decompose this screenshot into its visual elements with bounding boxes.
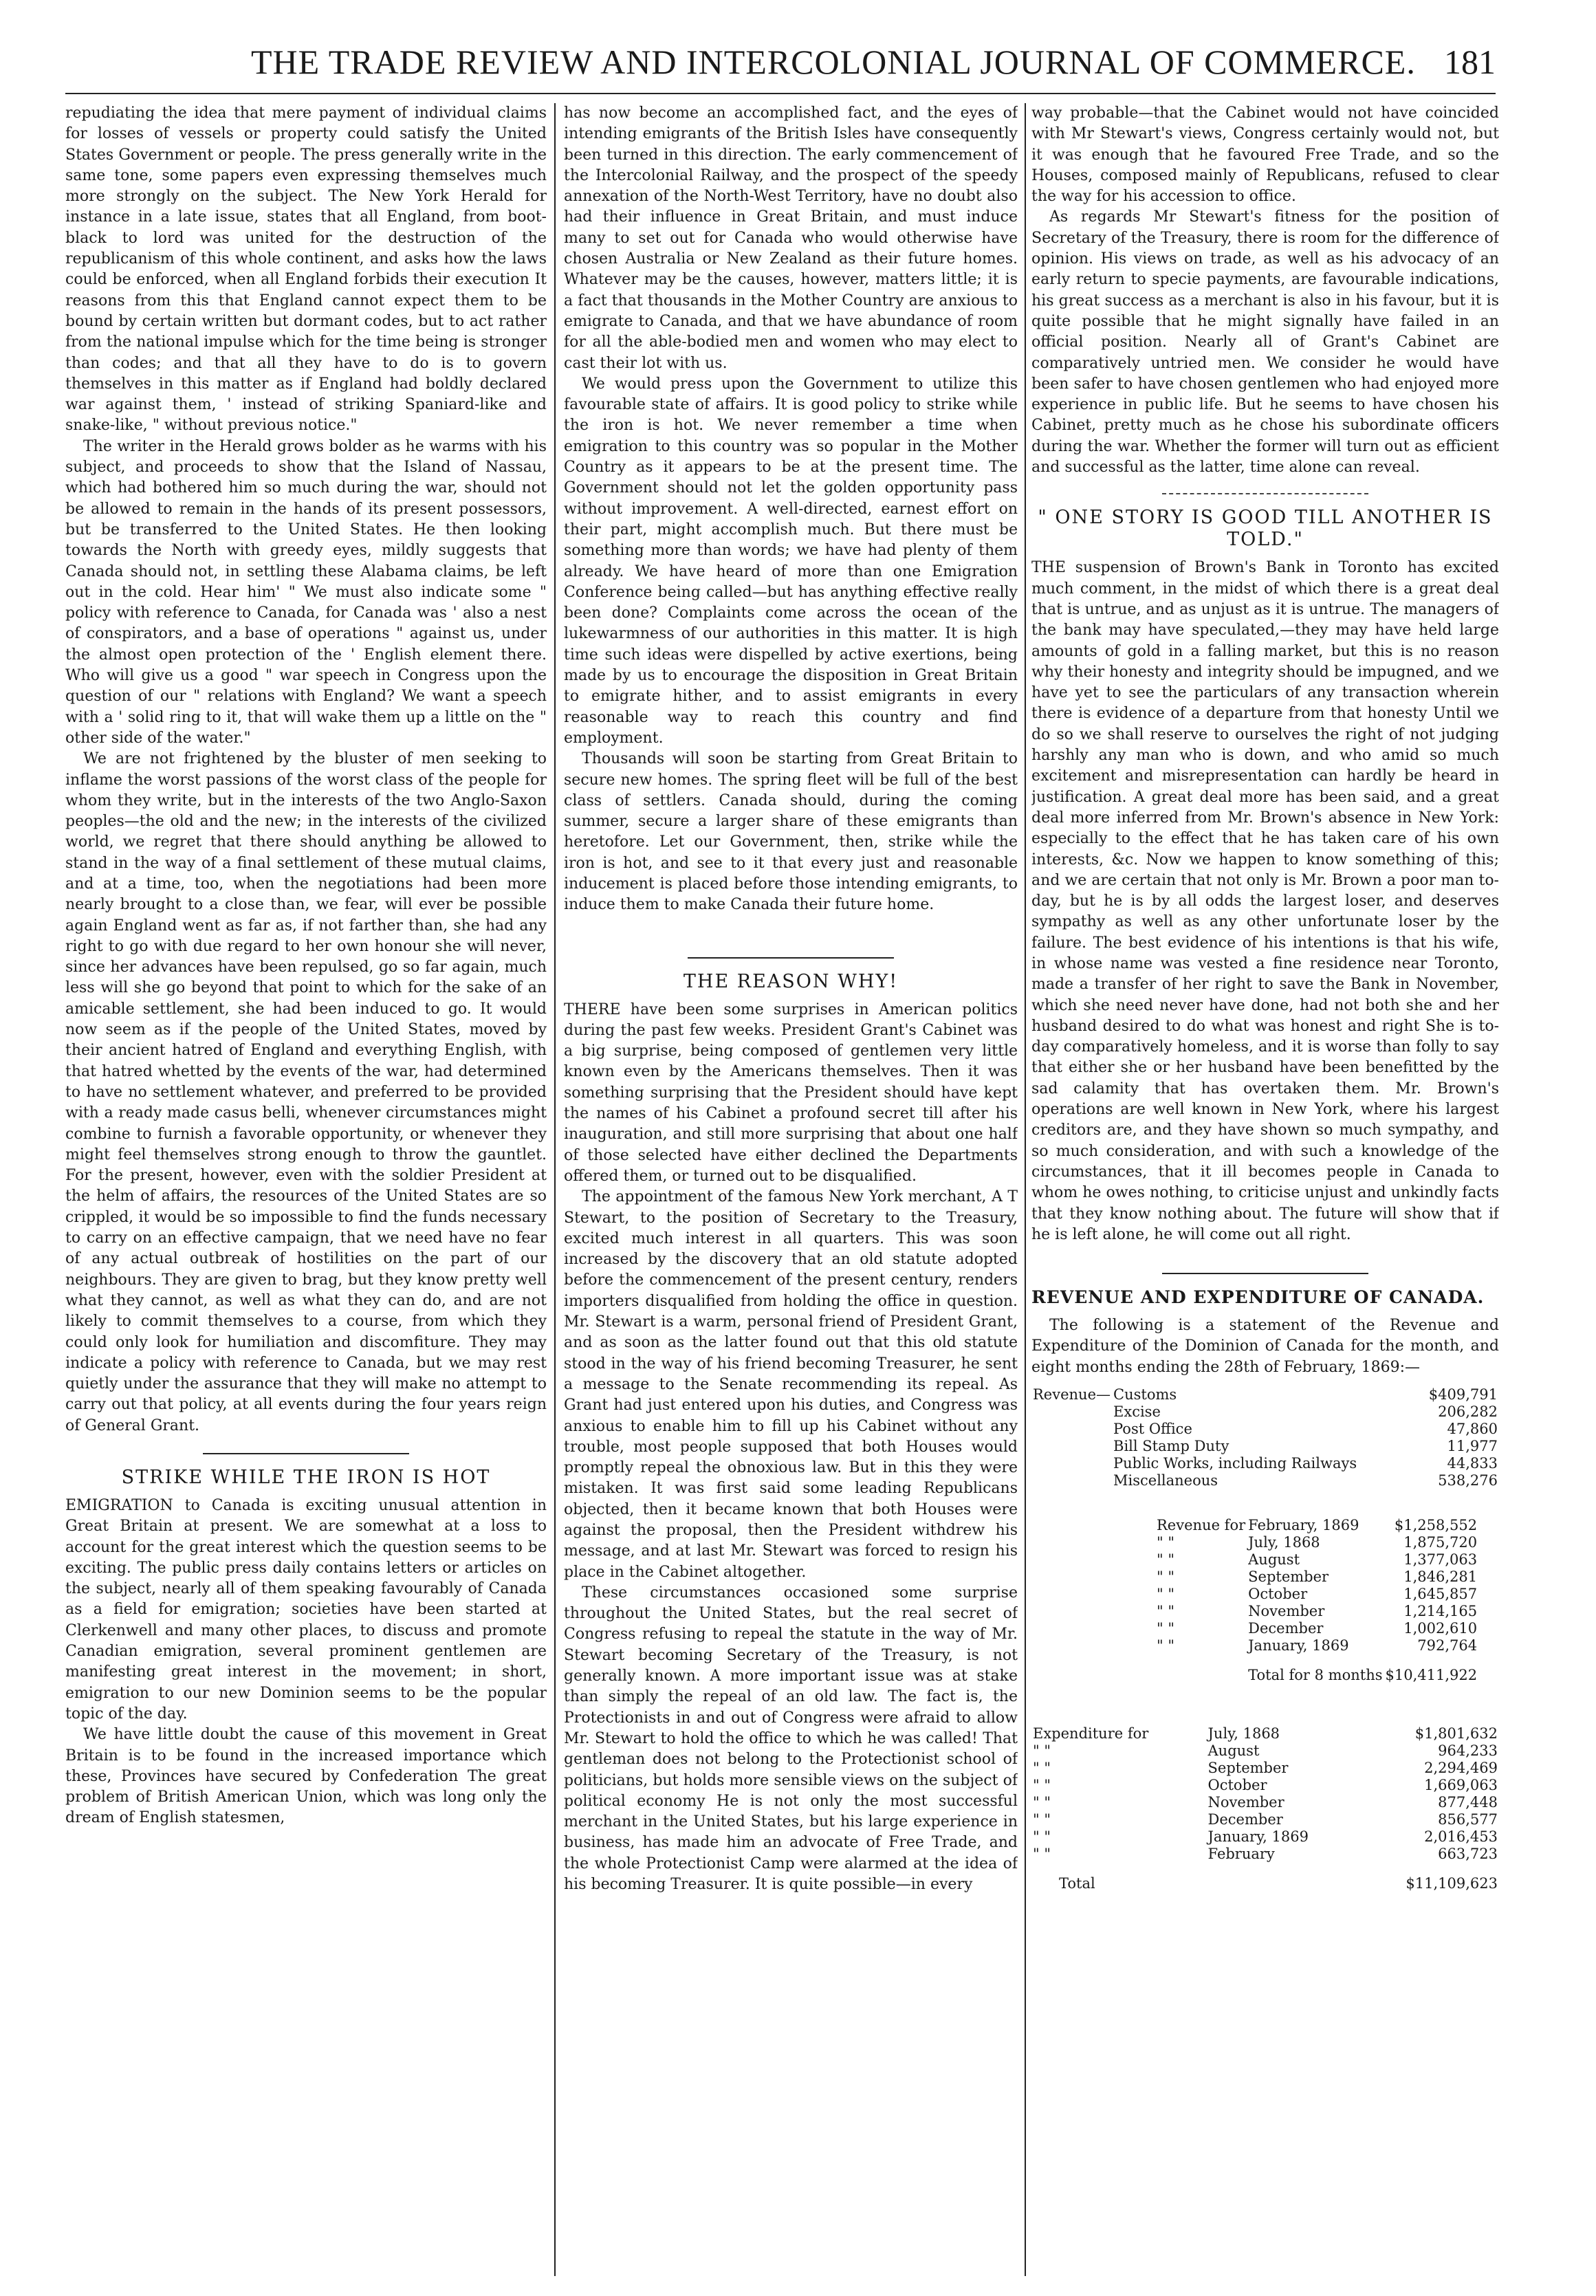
row-prefix: " " xyxy=(1033,1760,1051,1777)
row-prefix: " " xyxy=(1033,1828,1051,1846)
article-paragraph: way probable—that the Cabinet would not have coincided with Mr Stewart's views, Congress certainly would not, but it was enough that he favoured Free Trade, and so the Houses, composed mainly of Republicans, refused to clear the way for his accession to office. xyxy=(1031,105,1499,206)
row-month: December xyxy=(1207,1811,1283,1828)
revenue-amount: 206,282 xyxy=(1438,1403,1498,1421)
revenue-total-amount: $10,411,922 xyxy=(1385,1667,1478,1684)
journal-title: THE TRADE REVIEW AND INTERCOLONIAL JOURNAL OF COMMERCE. xyxy=(251,43,1416,81)
headline-reason-why: THE REASON WHY! xyxy=(683,970,899,992)
revenue-total-row xyxy=(1155,1654,1478,1684)
expenditure-total-amount: $11,109,623 xyxy=(1406,1875,1498,1892)
revenue-label: Public Works, including Railways xyxy=(1113,1455,1357,1472)
expenditure-table xyxy=(1031,1725,1499,1892)
row-amount: 792,764 xyxy=(1417,1637,1478,1654)
row-month: January, 1869 xyxy=(1248,1637,1349,1654)
row-prefix: " " xyxy=(1157,1637,1174,1654)
monthly-revenue-row xyxy=(1155,1620,1478,1637)
row-prefix: " " xyxy=(1157,1551,1174,1568)
row-amount: 2,294,469 xyxy=(1424,1760,1498,1777)
row-prefix: Expenditure for xyxy=(1033,1725,1149,1742)
row-amount: 964,233 xyxy=(1438,1742,1498,1760)
article-paragraph: The writer in the Herald grows bolder as he warms with his subject, and proceeds to show that the Island of Nassau, which had bothered him so much during the war, should not be allowed to remain in the hands of its present possessors, but be transferred to the United States. He then looking towards the North with greedy eyes, mildly suggests that Canada should not, in settling these Alabama claims, be left out in the cold. Hear him' " We must also indicate some " policy with reference to Canada, for Canada was ' also a nest of conspirators, and a base of operations " against us, under the almost open protection of the ' English element there. Who will give us a good " war speech in Congress upon the question of our " relations with England? We want a speech with a ' solid ring to it, that will wake them up a little on the " other side of the water." xyxy=(65,437,547,747)
revenue-lead xyxy=(1031,1472,1112,1489)
revenue-lead xyxy=(1031,1421,1112,1438)
section-separator xyxy=(1162,493,1368,494)
row-prefix: " " xyxy=(1157,1603,1174,1620)
row-amount: 1,002,610 xyxy=(1403,1620,1478,1637)
expenditure-total-row xyxy=(1031,1863,1499,1892)
column-1 xyxy=(65,103,547,2276)
monthly-revenue-row xyxy=(1155,1586,1478,1603)
revenue-row xyxy=(1031,1438,1499,1455)
expenditure-total-label: Total xyxy=(1059,1875,1095,1892)
monthly-revenue-row xyxy=(1155,1551,1478,1568)
row-amount: 663,723 xyxy=(1438,1846,1498,1863)
row-prefix: " " xyxy=(1033,1777,1051,1794)
expenditure-row xyxy=(1031,1777,1499,1794)
row-amount: 1,846,281 xyxy=(1403,1568,1478,1586)
headline-one-story: " ONE STORY IS GOOD TILL ANOTHER IS TOLD." xyxy=(1038,507,1493,551)
row-amount: 1,669,063 xyxy=(1424,1777,1498,1794)
revenue-row xyxy=(1031,1472,1499,1489)
expenditure-row xyxy=(1031,1794,1499,1811)
revenue-items-table xyxy=(1031,1386,1499,1489)
row-month: August xyxy=(1207,1742,1260,1760)
column-divider xyxy=(554,103,556,2276)
revenue-label: Customs xyxy=(1113,1386,1177,1403)
page-header xyxy=(65,38,1496,94)
revenue-lead xyxy=(1031,1438,1112,1455)
expenditure-row xyxy=(1031,1742,1499,1760)
revenue-lead: Revenue— xyxy=(1033,1386,1111,1403)
section-separator xyxy=(688,957,894,959)
revenue-lead xyxy=(1031,1403,1112,1421)
row-amount: 1,875,720 xyxy=(1403,1534,1478,1551)
row-spacer xyxy=(1207,1863,1359,1892)
article-paragraph: We are not frightened by the bluster of men seeking to inflame the worst passions of the worst class of the people for whom they write, but in the interests of the two Anglo-Saxon peoples—the old and the new; in the interests of the civilized world, we regret that there should anything be allowed to stand in the way of a final settlement of these mutual claims, and at a time, too, when the negotiations had been more nearly brought to a close than, we fear, will ever be possible again England went as far as, if not farther than, she had any right to go with due regard to her own honour she will never, since her advances have been repulsed, go so far again, much less will she go beyond that point to which for the sake of an amicable settlement, she had been induced to go. It would now seem as if the people of the United States, moved by their ancient hatred of England and everything English, with that hatred whetted by the events of the war, had determined to have no settlement whatever, and preferred to be provided with a ready made casus belli, whenever circumstances might combine to furnish a favorable opportunity, or whenever they might feel themselves strong enough to throw the gauntlet. For the present, however, even with the soldier President at the helm of affairs, the resources of the United States are so crippled, it would be so impossible to find the funds necessary to carry on an effective campaign, that we need have no fear of any actual outbreak of hostilities on the part of our neighbours. They are given to brag, but they know pretty well what they cannot, as well as what they can do, and are not likely to commit themselves to a course, from which they could only look for humiliation and discomfiture. They may indicate a policy with reference to Canada, but we may rest quietly under the assurance that they will make no attempt to carry out that policy, at all events during the four years reign of General Grant. xyxy=(65,750,547,1434)
revenue-amount: $409,791 xyxy=(1428,1386,1498,1403)
article-paragraph: These circumstances occasioned some surprise throughout the United States, but the real secret of Congress refusing to repeal the statute in the way of Mr. Stewart becoming Secretary of the Treasury, is not generally known. A more important issue was at stake than simply the repeal of an old law. The fact is, the Protectionists in and out of Congress were afraid to allow Mr. Stewart to hold the office to which he was called! That gentleman does not belong to the Protectionist school of politicians, but holds more sensible views on the subject of political economy He is not only the most successful merchant in the United States, but his large experience in business, has made him an advocate of Free Trade, and the whole Protectionist Camp were alarmed at the idea of his becoming Treasurer. It is quite possible—in every xyxy=(564,1584,1018,1894)
revenue-row xyxy=(1031,1421,1499,1438)
row-amount: 1,645,857 xyxy=(1403,1586,1478,1603)
row-prefix: " " xyxy=(1033,1742,1051,1760)
row-amount: 1,377,063 xyxy=(1403,1551,1478,1568)
column-2 xyxy=(564,103,1018,2276)
expenditure-row xyxy=(1031,1760,1499,1777)
revenue-label: Bill Stamp Duty xyxy=(1113,1438,1229,1455)
row-amount: 856,577 xyxy=(1438,1811,1498,1828)
section-separator xyxy=(1162,1273,1368,1274)
monthly-revenue-row xyxy=(1155,1637,1478,1654)
row-month: November xyxy=(1248,1603,1325,1620)
revenue-amount: 11,977 xyxy=(1447,1438,1498,1455)
revenue-lead xyxy=(1031,1455,1112,1472)
revenue-row xyxy=(1031,1386,1499,1403)
expenditure-row xyxy=(1031,1811,1499,1828)
row-prefix: " " xyxy=(1033,1846,1051,1863)
article-paragraph: THE suspension of Brown's Bank in Toronto has excited much comment, in the midst of which there is a great deal that is untrue, and as unjust as it is untrue. The managers of the bank may have speculated,—they may have held large amounts of gold in a falling market, but this is no reason why their honesty and integrity should be impugned, and we have yet to see the particulars of any transaction wherein there is evidence of a departure from that honesty Until we do so we shall reserve to ourselves the right of not judging harshly any man who is down, and who amid so much excitement and misrepresentation can hardly be heard in justification. A great deal more has been said, and a great deal more inferred from Mr. Brown's absence in New York: especially to the effect that he has taken care of his own interests, &c. Now we happen to know something of this; and we are certain that not only is Mr. Brown a poor man to-day, but he is by all odds the largest loser, and deserves sympathy as well as any other unfortunate loser by the failure. The best evidence of his intentions is that his wife, in whose name was vested a fine residence near Toronto, made a transfer of her right to save the Bank in November, which she need never have done, had not both she and her husband desired to do what was honest and right She is to-day comparatively homeless, and it is worse than folly to say that either she or her husband have been benefitted by the sad calamity that has overtaken them. Mr. Brown's operations are well known in New York, where his largest creditors are, and they have shown so much sympathy, and so much consideration, and with such a knowledge of the circumstances, that it ill becomes people in Canada to whom he owes nothing, to criticise unjust and unkindly facts that they know nothing about. The future will show that if he is left alone, he will come out all right. xyxy=(1031,559,1499,1243)
row-month: January, 1869 xyxy=(1207,1828,1309,1846)
article-paragraph: Thousands will soon be starting from Great Britain to secure new homes. The spring fleet will be full of the best class of settlers. Canada should, during the coming summer, secure a larger share of these emigrants than heretofore. Let our Government, then, strike while the iron is hot, and see to it that every just and reasonable inducement is placed before those intending emigrants, to induce them to make Canada their future home. xyxy=(564,750,1018,914)
row-month: December xyxy=(1248,1620,1324,1637)
page-number: 181 xyxy=(1444,43,1496,81)
column-3 xyxy=(1031,103,1499,2276)
row-amount: $1,801,632 xyxy=(1414,1725,1498,1742)
revenue-amount: 44,833 xyxy=(1447,1455,1498,1472)
expenditure-row xyxy=(1031,1725,1499,1742)
article-paragraph: has now become an accomplished fact, and the eyes of intending emigrants of the British Isles have consequently been turned in this direction. The early commencement of the Intercolonial Railway, and the prospect of the speedy annexation of the North-West Territory, have no doubt also had their influence in Great Britain, and must induce many to set out for Canada who would otherwise have chosen Australia or New Zealand as their future homes. Whatever may be the causes, however, matters little; it is a fact that thousands in the Mother Country are anxious to emigrate to Canada, and that we have abundance of room for all the able-bodied men and women who may elect to cast their lot with us. xyxy=(564,105,1018,372)
article-paragraph: repudiating the idea that mere payment of individual claims for losses of vessels or property could satisfy the United States Government or people. The press generally write in the same tone, some papers even expressing themselves much more strongly on the subject. The New York Herald for instance in a late issue, states that all England, from boot-black to lord was united for the destruction of the republicanism of this whole continent, and asks how the laws could be enforced, when all England forbids their execution It reasons from this that England cannot expect them to be bound by certain written but dormant codes, but to act rather from the national impulse which for the time being is stronger than codes; and that all they have to do is to govern themselves in this matter as if England had boldly declared war against them, ' instead of striking Spaniard-like and snake-like, " without previous notice." xyxy=(65,105,547,435)
row-month: November xyxy=(1207,1794,1285,1811)
row-prefix: " " xyxy=(1157,1568,1174,1586)
monthly-revenue-row xyxy=(1155,1534,1478,1551)
expenditure-row xyxy=(1031,1846,1499,1863)
row-month: October xyxy=(1248,1586,1308,1603)
article-paragraph: We have little doubt the cause of this movement in Great Britain is to be found in the increased importance which these, Provinces have secured by Confederation The great problem of British American Union, which was long only the dream of English statesmen, xyxy=(65,1726,547,1827)
headline-strike-while-iron-hot: STRIKE WHILE THE IRON IS HOT xyxy=(121,1467,491,1488)
revenue-row xyxy=(1031,1403,1499,1421)
row-month: February, 1869 xyxy=(1248,1517,1359,1534)
article-paragraph: As regards Mr Stewart's fitness for the position of Secretary of the Treasury, there is room for the difference of opinion. His views on trade, as well as his advocacy of an early return to specie payments, are favourable indications, his great success as a merchant is also in his favour, but it is quite possible that he might signally have failed in an official position. Nearly all of Grant's Cabinet are comparatively untried men. We consider he would have been safer to have chosen gentlemen who had enjoyed more experience in public life. But he seems to have chosen his Cabinet, pretty much as he chose his subordinate officers during the war. Whether the former will turn out as efficient and successful as the latter, time alone can reveal. xyxy=(1031,208,1499,477)
row-prefix: " " xyxy=(1157,1620,1174,1637)
row-prefix: " " xyxy=(1033,1794,1051,1811)
row-month: August xyxy=(1248,1551,1300,1568)
section-separator xyxy=(203,1453,409,1454)
revenue-amount: 47,860 xyxy=(1447,1421,1498,1438)
revenue-label: Miscellaneous xyxy=(1113,1472,1218,1489)
revenue-label: Post Office xyxy=(1113,1421,1192,1438)
revenue-label: Excise xyxy=(1113,1403,1161,1421)
row-prefix: Revenue for xyxy=(1157,1517,1246,1534)
row-prefix: " " xyxy=(1033,1811,1051,1828)
headline-revenue-expenditure: REVENUE AND EXPENDITURE OF CANADA. xyxy=(1031,1287,1485,1308)
row-amount: $1,258,552 xyxy=(1394,1517,1478,1534)
monthly-revenue-row xyxy=(1155,1517,1478,1534)
article-paragraph: We would press upon the Government to utilize this favourable state of affairs. It is good policy to strike while the iron is hot. We never remember a time when emigration to this country was so popular in the Mother Country as it appears to be at the present time. The Government should not let the golden opportunity pass without improvement. A well-directed, earnest effort on their part, might accomplish much. But there must be something more than words; we have had plenty of them already. We have heard of more than one Emigration Conference being called—but has anything effective really been done? Complaints come across the ocean of the lukewarmness of our authorities in this matter. It is high time such ideas were dispelled by active exertions, being made by us to encourage the disposition in Great Britain to emigrate hither, and to assist emigrants in every reasonable way to reach this country and find employment. xyxy=(564,375,1018,747)
row-amount: 2,016,453 xyxy=(1424,1828,1498,1846)
monthly-revenue-row xyxy=(1155,1603,1478,1620)
row-amount: 1,214,165 xyxy=(1403,1603,1478,1620)
revenue-row xyxy=(1031,1455,1499,1472)
expenditure-row xyxy=(1031,1828,1499,1846)
row-month: February xyxy=(1207,1846,1275,1863)
row-prefix: " " xyxy=(1157,1586,1174,1603)
row-month: July, 1868 xyxy=(1207,1725,1280,1742)
row-amount: 877,448 xyxy=(1438,1794,1498,1811)
monthly-revenue-table xyxy=(1155,1517,1478,1684)
revenue-total-label: Total for 8 months xyxy=(1248,1667,1383,1684)
row-month: July, 1868 xyxy=(1248,1534,1320,1551)
row-month: September xyxy=(1207,1760,1289,1777)
article-paragraph: The appointment of the famous New York merchant, A T Stewart, to the position of Secretary to the Treasury, excited much interest in all quarters. This was soon increased by the discovery that an old statute adopted before the commencement of the present century, renders importers disqualified from holding the office in question. Mr. Stewart is a warm, personal friend of President Grant, and as soon as the latter found out that this old statute stood in the way of his friend becoming Treasurer, he sent a message to the Senate recommending its repeal. As Grant had just entered upon his duties, and Congress was anxious to enable him to fill up his Cabinet without any trouble, most people supposed that both Houses would promptly repeal the obnoxious law. But in this they were mistaken. It was first said some leading Republicans objected, then it became known that both Houses were against the proposal, then the President withdrew his message, and at last Mr. Stewart was forced to resign his place in the Cabinet altogether. xyxy=(564,1188,1018,1581)
revenue-intro: The following is a statement of the Revenue and Expenditure of the Dominion of Canada for the month, and eight months ending the 28th of February, 1869:— xyxy=(1031,1317,1499,1376)
row-month: September xyxy=(1248,1568,1329,1586)
monthly-revenue-row xyxy=(1155,1568,1478,1586)
row-month: October xyxy=(1207,1777,1267,1794)
article-paragraph: EMIGRATION to Canada is exciting unusual attention in Great Britain at present. We are somewhat at a loss to account for the great interest which the question seems to be exciting. The public press daily contains letters or articles on the subject, nearly all of them speaking favourably of Canada as a field for emigration; societies have been started at Clerkenwell and many other places, to discuss and promote Canadian emigration, several prominent gentlemen are manifesting great interest in the movement; in short, emigration to our new Dominion seems to be the popular topic of the day. xyxy=(65,1497,547,1723)
article-paragraph: THERE have been some surprises in American politics during the past few weeks. President Grant's Cabinet was a big surprise, being composed of gentlemen very little known even by the Americans themselves. Then it was something surprising that the President should have kept the names of his Cabinet a profound secret till after his inauguration, and still more surprising that about one half of those selected have either declined the Departments offered them, or turned out to be disqualified. xyxy=(564,1001,1018,1185)
row-prefix: " " xyxy=(1157,1534,1174,1551)
column-divider xyxy=(1025,103,1026,2276)
revenue-amount: 538,276 xyxy=(1438,1472,1498,1489)
row-spacer xyxy=(1155,1654,1247,1684)
